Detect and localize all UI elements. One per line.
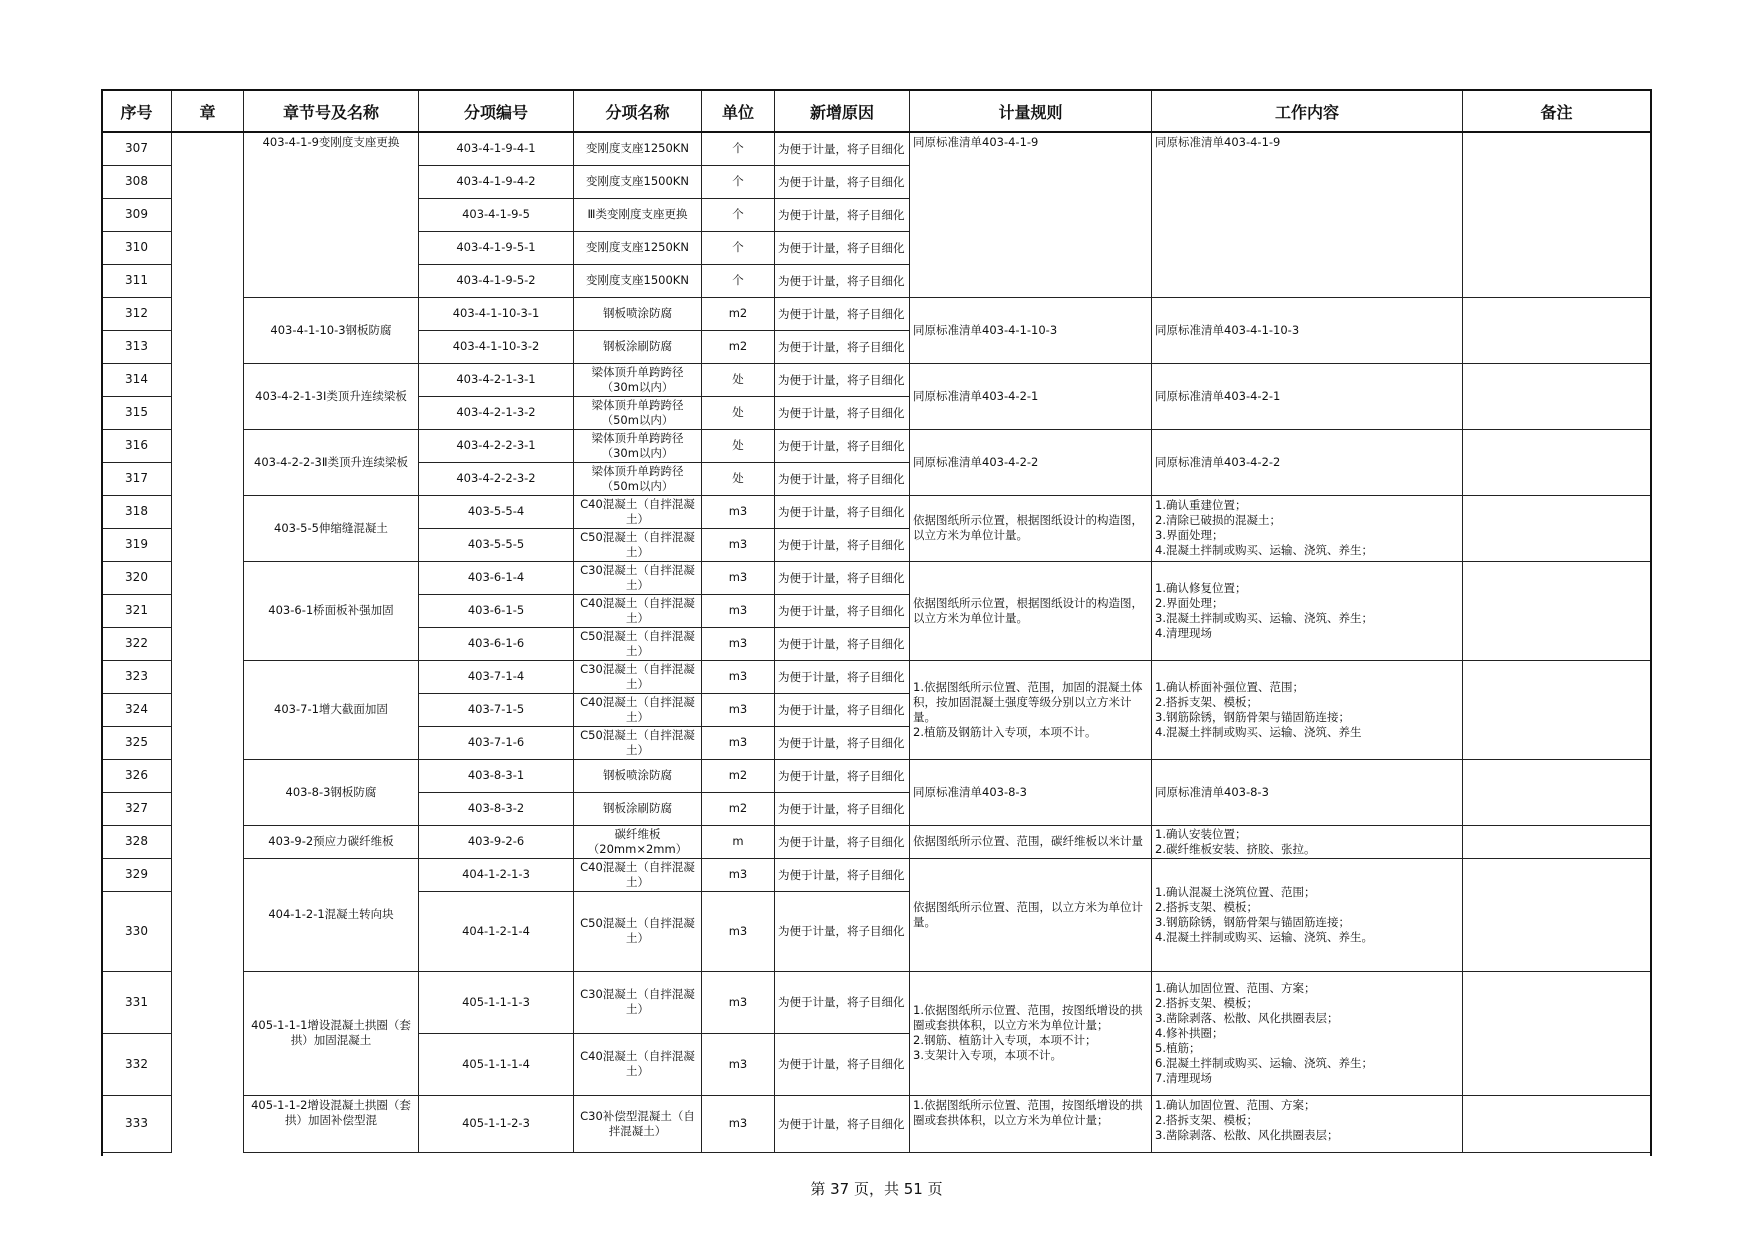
item-code: 403-8-3-1 bbox=[419, 759, 574, 792]
row-seq: 322 bbox=[102, 627, 172, 660]
work-cell: 同原标准清单403-4-1-9 bbox=[1152, 132, 1463, 297]
item-reason: 为便于计量，将子目细化 bbox=[775, 792, 910, 825]
item-reason: 为便于计量，将子目细化 bbox=[775, 891, 910, 971]
section-cell: 403-7-1增大截面加固 bbox=[244, 660, 419, 759]
item-code: 405-1-1-2-3 bbox=[419, 1095, 574, 1152]
item-unit: 处 bbox=[702, 462, 775, 495]
item-name: Ⅲ类变刚度支座更换 bbox=[574, 198, 702, 231]
row-seq: 332 bbox=[102, 1033, 172, 1095]
item-unit: m3 bbox=[702, 528, 775, 561]
item-code: 403-7-1-6 bbox=[419, 726, 574, 759]
item-name: 碳纤维板（20mm×2mm） bbox=[574, 825, 702, 858]
item-name: 变刚度支座1500KN bbox=[574, 264, 702, 297]
item-reason: 为便于计量，将子目细化 bbox=[775, 627, 910, 660]
item-reason: 为便于计量，将子目细化 bbox=[775, 264, 910, 297]
rule-cell: 同原标准清单403-4-2-2 bbox=[910, 429, 1152, 495]
row-seq: 319 bbox=[102, 528, 172, 561]
header-unit: 单位 bbox=[702, 90, 775, 132]
item-unit: 个 bbox=[702, 132, 775, 165]
rule-cell: 依据图纸所示位置，根据图纸设计的构造图，以立方米为单位计量。 bbox=[910, 561, 1152, 660]
item-reason: 为便于计量，将子目细化 bbox=[775, 462, 910, 495]
item-reason: 为便于计量，将子目细化 bbox=[775, 231, 910, 264]
rule-cell: 依据图纸所示位置、范围，以立方米为单位计量。 bbox=[910, 858, 1152, 971]
item-unit: m3 bbox=[702, 627, 775, 660]
item-unit: m2 bbox=[702, 297, 775, 330]
item-code: 403-4-1-9-5-1 bbox=[419, 231, 574, 264]
item-name: 梁体顶升单跨跨径（50m以内） bbox=[574, 396, 702, 429]
header-chapter: 章 bbox=[172, 90, 244, 132]
section-cell: 404-1-2-1混凝土转向块 bbox=[244, 858, 419, 971]
item-code: 403-7-1-5 bbox=[419, 693, 574, 726]
item-unit: 处 bbox=[702, 396, 775, 429]
table-row bbox=[102, 363, 1651, 396]
remark-cell bbox=[1463, 759, 1651, 825]
item-name: C40混凝土（自拌混凝土） bbox=[574, 594, 702, 627]
header-item-name: 分项名称 bbox=[574, 90, 702, 132]
item-name: C50混凝土（自拌混凝土） bbox=[574, 528, 702, 561]
remark-cell bbox=[1463, 660, 1651, 759]
row-seq: 326 bbox=[102, 759, 172, 792]
item-reason: 为便于计量，将子目细化 bbox=[775, 1033, 910, 1095]
item-code: 403-9-2-6 bbox=[419, 825, 574, 858]
chapter-cell bbox=[172, 132, 244, 1152]
item-unit: m3 bbox=[702, 971, 775, 1033]
item-name: C40混凝土（自拌混凝土） bbox=[574, 1033, 702, 1095]
remark-cell bbox=[1463, 132, 1651, 297]
row-seq: 307 bbox=[102, 132, 172, 165]
row-seq: 328 bbox=[102, 825, 172, 858]
table-row bbox=[102, 561, 1651, 594]
item-reason: 为便于计量，将子目细化 bbox=[775, 297, 910, 330]
section-cell: 403-5-5伸缩缝混凝土 bbox=[244, 495, 419, 561]
row-seq: 308 bbox=[102, 165, 172, 198]
header-row bbox=[102, 90, 1651, 132]
item-name: C50混凝土（自拌混凝土） bbox=[574, 627, 702, 660]
item-name: 钢板喷涂防腐 bbox=[574, 297, 702, 330]
item-reason: 为便于计量，将子目细化 bbox=[775, 759, 910, 792]
item-reason: 为便于计量，将子目细化 bbox=[775, 198, 910, 231]
item-name: C30混凝土（自拌混凝土） bbox=[574, 561, 702, 594]
item-reason: 为便于计量，将子目细化 bbox=[775, 825, 910, 858]
item-name: C40混凝土（自拌混凝土） bbox=[574, 693, 702, 726]
header-work: 工作内容 bbox=[1152, 90, 1463, 132]
rule-cell: 依据图纸所示位置，根据图纸设计的构造图，以立方米为单位计量。 bbox=[910, 495, 1152, 561]
table-row bbox=[102, 495, 1651, 528]
row-seq: 316 bbox=[102, 429, 172, 462]
work-cell: 1.确认加固位置、范围、方案； 2.搭拆支架、模板； 3.凿除剥落、松散、风化拱圈表层； bbox=[1152, 1095, 1463, 1152]
item-code: 403-4-1-10-3-1 bbox=[419, 297, 574, 330]
remark-cell bbox=[1463, 363, 1651, 429]
table-row bbox=[102, 825, 1651, 858]
item-name: 变刚度支座1250KN bbox=[574, 132, 702, 165]
row-seq: 310 bbox=[102, 231, 172, 264]
remark-cell bbox=[1463, 858, 1651, 971]
section-cell: 403-8-3钢板防腐 bbox=[244, 759, 419, 825]
item-reason: 为便于计量，将子目细化 bbox=[775, 660, 910, 693]
item-code: 405-1-1-1-4 bbox=[419, 1033, 574, 1095]
item-reason: 为便于计量，将子目细化 bbox=[775, 594, 910, 627]
header-item-code: 分项编号 bbox=[419, 90, 574, 132]
row-seq: 329 bbox=[102, 858, 172, 891]
item-code: 403-4-1-10-3-2 bbox=[419, 330, 574, 363]
work-cell: 同原标准清单403-4-2-1 bbox=[1152, 363, 1463, 429]
rule-cell: 1.依据图纸所示位置、范围，按图纸增设的拱圈或套拱体积，以立方米为单位计量； bbox=[910, 1095, 1152, 1152]
item-unit: 处 bbox=[702, 363, 775, 396]
remark-cell bbox=[1463, 495, 1651, 561]
section-cell: 405-1-1-2增设混凝土拱圈（套拱）加固补偿型混 bbox=[244, 1095, 419, 1152]
item-name: 梁体顶升单跨跨径（50m以内） bbox=[574, 462, 702, 495]
item-code: 403-5-5-5 bbox=[419, 528, 574, 561]
row-seq: 318 bbox=[102, 495, 172, 528]
rule-cell: 同原标准清单403-4-2-1 bbox=[910, 363, 1152, 429]
item-code: 403-5-5-4 bbox=[419, 495, 574, 528]
table-row bbox=[102, 1095, 1651, 1152]
item-code: 405-1-1-1-3 bbox=[419, 971, 574, 1033]
row-seq: 333 bbox=[102, 1095, 172, 1152]
row-seq: 317 bbox=[102, 462, 172, 495]
table-row bbox=[102, 660, 1651, 693]
work-cell: 同原标准清单403-4-2-2 bbox=[1152, 429, 1463, 495]
item-unit: 处 bbox=[702, 429, 775, 462]
item-reason: 为便于计量，将子目细化 bbox=[775, 726, 910, 759]
table-row bbox=[102, 429, 1651, 462]
section-cell: 403-4-1-10-3钢板防腐 bbox=[244, 297, 419, 363]
item-code: 403-7-1-4 bbox=[419, 660, 574, 693]
item-name: 梁体顶升单跨跨径（30m以内） bbox=[574, 429, 702, 462]
item-unit: m2 bbox=[702, 330, 775, 363]
item-unit: m3 bbox=[702, 660, 775, 693]
work-cell: 同原标准清单403-4-1-10-3 bbox=[1152, 297, 1463, 363]
section-cell: 403-4-2-1-3Ⅰ类顶升连续梁板 bbox=[244, 363, 419, 429]
item-unit: 个 bbox=[702, 264, 775, 297]
item-code: 403-4-1-9-4-2 bbox=[419, 165, 574, 198]
row-seq: 325 bbox=[102, 726, 172, 759]
item-unit: m3 bbox=[702, 1095, 775, 1152]
item-code: 403-6-1-5 bbox=[419, 594, 574, 627]
header-seq: 序号 bbox=[102, 90, 172, 132]
header-section: 章节号及名称 bbox=[244, 90, 419, 132]
remark-cell bbox=[1463, 825, 1651, 858]
rule-cell: 同原标准清单403-4-1-10-3 bbox=[910, 297, 1152, 363]
measurement-table bbox=[101, 89, 1651, 1153]
item-code: 404-1-2-1-3 bbox=[419, 858, 574, 891]
item-name: 变刚度支座1250KN bbox=[574, 231, 702, 264]
row-seq: 320 bbox=[102, 561, 172, 594]
item-name: C40混凝土（自拌混凝土） bbox=[574, 495, 702, 528]
item-reason: 为便于计量，将子目细化 bbox=[775, 330, 910, 363]
work-cell: 1.确认混凝土浇筑位置、范围； 2.搭拆支架、模板； 3.钢筋除锈，钢筋骨架与锚固筋连接； 4.混凝土拌制或购买、运输、浇筑、养生。 bbox=[1152, 858, 1463, 971]
remark-cell bbox=[1463, 971, 1651, 1095]
item-name: 钢板涂刷防腐 bbox=[574, 330, 702, 363]
item-code: 403-6-1-6 bbox=[419, 627, 574, 660]
table-row bbox=[102, 759, 1651, 792]
item-reason: 为便于计量，将子目细化 bbox=[775, 396, 910, 429]
row-seq: 313 bbox=[102, 330, 172, 363]
row-seq: 321 bbox=[102, 594, 172, 627]
section-cell: 405-1-1-1增设混凝土拱圈（套拱）加固混凝土 bbox=[244, 971, 419, 1095]
item-code: 403-4-2-1-3-1 bbox=[419, 363, 574, 396]
item-reason: 为便于计量，将子目细化 bbox=[775, 561, 910, 594]
work-cell: 同原标准清单403-8-3 bbox=[1152, 759, 1463, 825]
item-unit: m3 bbox=[702, 561, 775, 594]
work-cell: 1.确认安装位置； 2.碳纤维板安装、挤胶、张拉。 bbox=[1152, 825, 1463, 858]
item-reason: 为便于计量，将子目细化 bbox=[775, 165, 910, 198]
item-unit: m bbox=[702, 825, 775, 858]
item-name: 钢板喷涂防腐 bbox=[574, 759, 702, 792]
rule-cell: 同原标准清单403-4-1-9 bbox=[910, 132, 1152, 297]
section-cell: 403-9-2预应力碳纤维板 bbox=[244, 825, 419, 858]
item-name: C40混凝土（自拌混凝土） bbox=[574, 858, 702, 891]
item-reason: 为便于计量，将子目细化 bbox=[775, 693, 910, 726]
row-seq: 331 bbox=[102, 971, 172, 1033]
row-seq: 315 bbox=[102, 396, 172, 429]
work-cell: 1.确认修复位置； 2.界面处理； 3.混凝土拌制或购买、运输、浇筑、养生； 4.清理现场 bbox=[1152, 561, 1463, 660]
item-code: 403-4-1-9-4-1 bbox=[419, 132, 574, 165]
item-name: C50混凝土（自拌混凝土） bbox=[574, 726, 702, 759]
remark-cell bbox=[1463, 429, 1651, 495]
item-name: C30补偿型混凝土（自拌混凝土） bbox=[574, 1095, 702, 1152]
rule-cell: 1.依据图纸所示位置、范围，按图纸增设的拱圈或套拱体积，以立方米为单位计量； 2.钢筋、植筋计入专项，本项不计； 3.支架计入专项，本项不计。 bbox=[910, 971, 1152, 1095]
row-seq: 330 bbox=[102, 891, 172, 971]
item-reason: 为便于计量，将子目细化 bbox=[775, 495, 910, 528]
item-unit: m3 bbox=[702, 693, 775, 726]
item-unit: 个 bbox=[702, 231, 775, 264]
item-unit: 个 bbox=[702, 198, 775, 231]
item-reason: 为便于计量，将子目细化 bbox=[775, 363, 910, 396]
rule-cell: 依据图纸所示位置、范围，碳纤维板以米计量 bbox=[910, 825, 1152, 858]
item-code: 403-4-2-1-3-2 bbox=[419, 396, 574, 429]
item-unit: m3 bbox=[702, 1033, 775, 1095]
item-unit: m3 bbox=[702, 891, 775, 971]
item-unit: m2 bbox=[702, 759, 775, 792]
item-name: C30混凝土（自拌混凝土） bbox=[574, 971, 702, 1033]
row-seq: 311 bbox=[102, 264, 172, 297]
row-seq: 327 bbox=[102, 792, 172, 825]
item-name: 梁体顶升单跨跨径（30m以内） bbox=[574, 363, 702, 396]
item-code: 403-8-3-2 bbox=[419, 792, 574, 825]
work-cell: 1.确认桥面补强位置、范围； 2.搭拆支架、模板； 3.钢筋除锈，钢筋骨架与锚固筋连接； 4.混凝土拌制或购买、运输、浇筑、养生 bbox=[1152, 660, 1463, 759]
item-code: 403-6-1-4 bbox=[419, 561, 574, 594]
remark-cell bbox=[1463, 1095, 1651, 1152]
item-code: 403-4-2-2-3-1 bbox=[419, 429, 574, 462]
item-code: 403-4-1-9-5 bbox=[419, 198, 574, 231]
header-reason: 新增原因 bbox=[775, 90, 910, 132]
item-unit: 个 bbox=[702, 165, 775, 198]
row-seq: 312 bbox=[102, 297, 172, 330]
header-rule: 计量规则 bbox=[910, 90, 1152, 132]
table-row bbox=[102, 132, 1651, 165]
table-row bbox=[102, 297, 1651, 330]
header-remark: 备注 bbox=[1463, 90, 1651, 132]
remark-cell bbox=[1463, 561, 1651, 660]
item-reason: 为便于计量，将子目细化 bbox=[775, 528, 910, 561]
section-cell: 403-6-1桥面板补强加固 bbox=[244, 561, 419, 660]
row-seq: 314 bbox=[102, 363, 172, 396]
item-unit: m2 bbox=[702, 792, 775, 825]
item-unit: m3 bbox=[702, 495, 775, 528]
item-name: C50混凝土（自拌混凝土） bbox=[574, 891, 702, 971]
item-unit: m3 bbox=[702, 726, 775, 759]
item-reason: 为便于计量，将子目细化 bbox=[775, 971, 910, 1033]
item-code: 403-4-2-2-3-2 bbox=[419, 462, 574, 495]
page-footer: 第 37 页，共 51 页 bbox=[810, 1180, 943, 1198]
section-cell: 403-4-1-9变刚度支座更换 bbox=[244, 132, 419, 297]
item-reason: 为便于计量，将子目细化 bbox=[775, 132, 910, 165]
rule-cell: 同原标准清单403-8-3 bbox=[910, 759, 1152, 825]
table-row bbox=[102, 971, 1651, 1033]
item-reason: 为便于计量，将子目细化 bbox=[775, 429, 910, 462]
section-cell: 403-4-2-2-3Ⅱ类顶升连续梁板 bbox=[244, 429, 419, 495]
table-row bbox=[102, 858, 1651, 891]
item-name: C30混凝土（自拌混凝土） bbox=[574, 660, 702, 693]
item-code: 404-1-2-1-4 bbox=[419, 891, 574, 971]
row-seq: 309 bbox=[102, 198, 172, 231]
item-reason: 为便于计量，将子目细化 bbox=[775, 858, 910, 891]
item-unit: m3 bbox=[702, 858, 775, 891]
item-reason: 为便于计量，将子目细化 bbox=[775, 1095, 910, 1152]
item-name: 变刚度支座1500KN bbox=[574, 165, 702, 198]
item-unit: m3 bbox=[702, 594, 775, 627]
row-seq: 324 bbox=[102, 693, 172, 726]
item-code: 403-4-1-9-5-2 bbox=[419, 264, 574, 297]
work-cell: 1.确认加固位置、范围、方案； 2.搭拆支架、模板； 3.凿除剥落、松散、风化拱圈表层； 4.修补拱圈； 5.植筋； 6.混凝土拌制或购买、运输、浇筑、养生； 7.清理现场 bbox=[1152, 971, 1463, 1095]
work-cell: 1.确认重建位置； 2.清除已破损的混凝土； 3.界面处理； 4.混凝土拌制或购买、运输、浇筑、养生； bbox=[1152, 495, 1463, 561]
row-seq: 323 bbox=[102, 660, 172, 693]
rule-cell: 1.依据图纸所示位置、范围，加固的混凝土体积，按加固混凝土强度等级分别以立方米计量。 2.植筋及钢筋计入专项，本项不计。 bbox=[910, 660, 1152, 759]
remark-cell bbox=[1463, 297, 1651, 363]
item-name: 钢板涂刷防腐 bbox=[574, 792, 702, 825]
